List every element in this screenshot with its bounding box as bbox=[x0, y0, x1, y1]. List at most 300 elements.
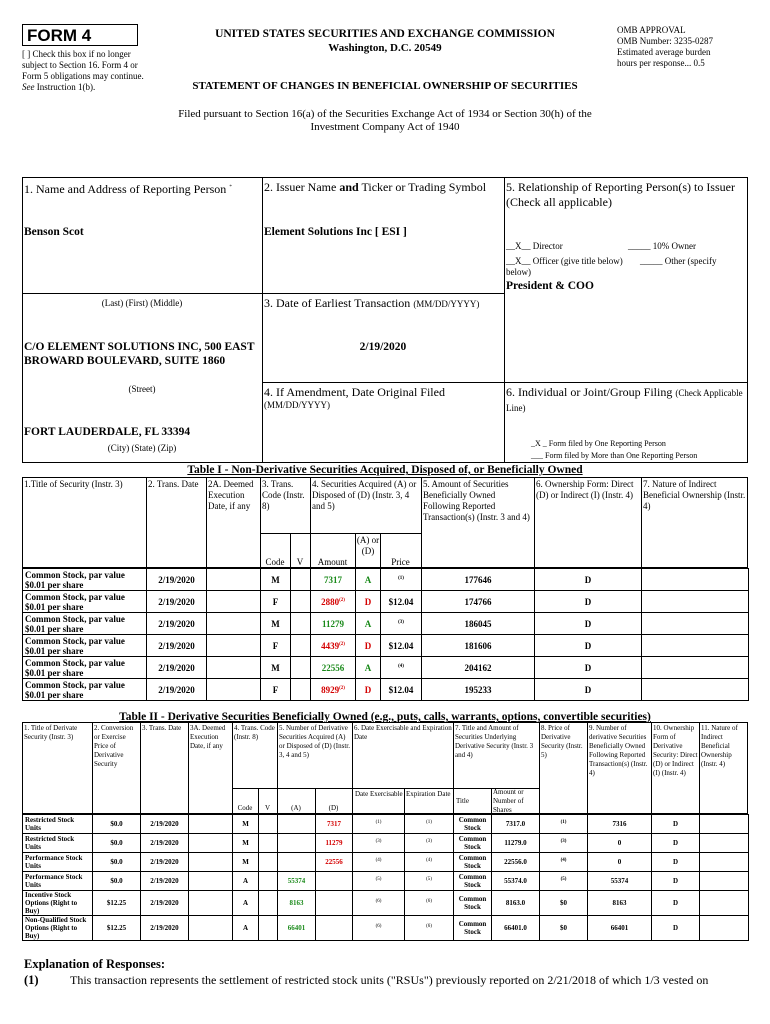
cell-value: 195233 bbox=[464, 684, 492, 695]
box6-label-small: (Check Applicable Line) bbox=[506, 388, 743, 413]
price bbox=[381, 591, 422, 613]
cell-value: D bbox=[584, 574, 592, 585]
nature-indirect bbox=[700, 834, 749, 853]
date-exercisable bbox=[353, 815, 405, 834]
cell-value: 7317 bbox=[327, 820, 341, 828]
t1-sub-aord: (A) or (D) bbox=[356, 535, 380, 556]
amount-owned bbox=[422, 591, 535, 613]
form-title: FORM 4 bbox=[27, 26, 92, 45]
cell-value: 2880 bbox=[321, 596, 340, 607]
security-title bbox=[23, 635, 147, 657]
statement-title: STATEMENT OF CHANGES IN BENEFICIAL OWNERSHIP OF SECURITIES bbox=[192, 80, 578, 92]
cell-value: A bbox=[364, 618, 372, 629]
trans-code bbox=[261, 613, 291, 635]
date-exercisable bbox=[353, 891, 405, 916]
box3-label-text: 3. Date of Earliest Transaction bbox=[264, 296, 411, 310]
disposed bbox=[316, 916, 353, 941]
deemed-date bbox=[207, 679, 261, 701]
ownership-form bbox=[652, 853, 700, 872]
trans-code bbox=[233, 872, 259, 891]
cell-value: 22556 bbox=[325, 858, 343, 866]
cell-value: D bbox=[584, 596, 592, 607]
nature-indirect bbox=[700, 815, 749, 834]
checkbox-instr: Instruction 1(b). bbox=[36, 82, 96, 92]
cell-value: (5) bbox=[426, 876, 432, 882]
trans-date bbox=[141, 815, 189, 834]
commission-title: UNITED STATES SECURITIES AND EXCHANGE COMMISSION bbox=[215, 28, 555, 40]
rel-officer: __X__ Officer (give title below) bbox=[506, 256, 623, 266]
cell-value: 22556.0 bbox=[504, 858, 527, 866]
omb-line-3: Estimated average burden bbox=[617, 47, 711, 57]
underlying-amount bbox=[492, 853, 540, 872]
cell-value: (3) bbox=[375, 838, 382, 844]
nature-indirect bbox=[642, 635, 749, 657]
cell-value: D bbox=[672, 924, 679, 932]
cell-value: 7317 bbox=[324, 574, 342, 585]
deemed-date bbox=[189, 815, 233, 834]
cell-value: Restricted Stock Units bbox=[25, 816, 75, 832]
t2-h9: 9. Number of derivative Securities Beneficially Owned Following Reported Transaction(s) (Instr. 4) bbox=[589, 724, 648, 777]
underlying-title bbox=[454, 891, 492, 916]
cell-value: (5) bbox=[375, 876, 382, 882]
derivative-title bbox=[23, 916, 93, 941]
cell-value: (1) bbox=[560, 819, 567, 825]
box1-label-text: 1. Name and Address of Reporting Person bbox=[24, 182, 227, 196]
box6-label-text: 6. Individual or Joint/Group Filing bbox=[506, 385, 673, 399]
trans-date bbox=[147, 679, 207, 701]
filed-by-one: _X _ Form filed by One Reporting Person bbox=[531, 439, 666, 448]
deemed-date bbox=[189, 916, 233, 941]
cell-value: Common Stock, par value $0.01 per share bbox=[25, 679, 125, 700]
trans-date bbox=[147, 591, 207, 613]
derivative-price bbox=[540, 853, 588, 872]
cell-value: (4) bbox=[426, 857, 432, 863]
filed-line-1: Filed pursuant to Section 16(a) of the Securities Exchange Act of 1934 or Section 30(h) of the bbox=[178, 108, 592, 120]
box1-label bbox=[24, 180, 232, 197]
cell-value: M bbox=[271, 574, 280, 585]
t2-sub-v: V bbox=[264, 804, 271, 812]
box1-label-mark: * bbox=[229, 185, 232, 190]
cell-value: Incentive Stock Options (Right to Buy) bbox=[25, 891, 78, 915]
price bbox=[381, 569, 422, 591]
cell-value: 8163 bbox=[289, 899, 304, 907]
trans-v bbox=[291, 635, 311, 657]
derivative-title bbox=[23, 853, 93, 872]
acquired-disposed bbox=[356, 569, 381, 591]
box4-label: 4. If Amendment, Date Original Filed bbox=[264, 385, 445, 399]
cell-value: F bbox=[272, 596, 279, 607]
acquired-disposed bbox=[356, 679, 381, 701]
trans-v bbox=[291, 613, 311, 635]
deemed-date bbox=[207, 591, 261, 613]
t1-h5: 5. Amount of Securities Beneficially Owned Following Reported Transaction(s) (Instr. 3 and 4) bbox=[423, 479, 530, 522]
cell-value: $12.04 bbox=[388, 596, 414, 607]
cell-value: 2/19/2020 bbox=[150, 820, 179, 828]
table2-row bbox=[23, 834, 749, 853]
cell-value: 2/19/2020 bbox=[150, 839, 179, 847]
derivative-price bbox=[540, 891, 588, 916]
derivative-title bbox=[23, 815, 93, 834]
acquired-disposed bbox=[356, 591, 381, 613]
ownership-form bbox=[535, 657, 642, 679]
cell-value: 55374.0 bbox=[504, 877, 527, 885]
derivative-title bbox=[23, 891, 93, 916]
trans-v bbox=[259, 891, 278, 916]
earliest-transaction-date: 2/19/2020 bbox=[359, 341, 407, 353]
security-title bbox=[23, 657, 147, 679]
date-exercisable bbox=[353, 872, 405, 891]
underlying-amount bbox=[492, 815, 540, 834]
explanation-heading: Explanation of Responses: bbox=[24, 957, 165, 971]
cell-value: (2) bbox=[339, 685, 345, 691]
underlying-amount bbox=[492, 872, 540, 891]
trans-date bbox=[141, 891, 189, 916]
cell-value: 2/19/2020 bbox=[158, 640, 195, 651]
expiration-date bbox=[405, 891, 454, 916]
ownership-form bbox=[535, 679, 642, 701]
underlying-amount bbox=[492, 916, 540, 941]
officer-title: President & COO bbox=[506, 280, 594, 292]
box3-label-small: (MM/DD/YYYY) bbox=[413, 299, 480, 309]
nature-indirect bbox=[700, 872, 749, 891]
acquired bbox=[278, 916, 316, 941]
cell-value: $0.0 bbox=[110, 820, 123, 828]
cell-value: Non-Qualified Stock Options (Right to Buy) bbox=[25, 916, 87, 940]
filed-pursuant bbox=[110, 108, 660, 134]
cell-value: Common Stock, par value $0.01 per share bbox=[25, 635, 125, 656]
disposed bbox=[316, 853, 353, 872]
t2-sub-d: (D) bbox=[328, 804, 339, 812]
derivatives-owned bbox=[588, 916, 652, 941]
cell-value: $0.0 bbox=[110, 877, 123, 885]
underlying-title bbox=[454, 853, 492, 872]
cell-value: A bbox=[242, 899, 249, 907]
cell-value: 177646 bbox=[464, 574, 492, 585]
table2-row bbox=[23, 916, 749, 941]
trans-date bbox=[141, 834, 189, 853]
cell-value: (3) bbox=[560, 838, 567, 844]
commission-location: Washington, D.C. 20549 bbox=[328, 42, 442, 54]
deemed-date bbox=[207, 635, 261, 657]
trans-date bbox=[147, 569, 207, 591]
cell-value: 181606 bbox=[464, 640, 492, 651]
deemed-date bbox=[207, 657, 261, 679]
underlying-amount bbox=[492, 891, 540, 916]
cell-value: (4) bbox=[398, 663, 404, 669]
cell-value: (3) bbox=[426, 838, 432, 844]
cell-value: (4) bbox=[375, 857, 382, 863]
t2-h6: 6. Date Exercisable and Expiration Date bbox=[354, 724, 452, 741]
cell-value: A bbox=[242, 924, 249, 932]
cell-value: $12.04 bbox=[388, 684, 414, 695]
cell-value: M bbox=[271, 662, 280, 673]
trans-code bbox=[233, 815, 259, 834]
underlying-title bbox=[454, 916, 492, 941]
ownership-form bbox=[535, 569, 642, 591]
nature-indirect bbox=[642, 679, 749, 701]
t1-h2a: 2A. Deemed Execution Date, if any bbox=[208, 479, 254, 511]
amount-owned bbox=[422, 635, 535, 657]
underlying-title bbox=[454, 834, 492, 853]
reporting-person-name: Benson Scot bbox=[24, 226, 84, 238]
street-hint: (Street) bbox=[128, 384, 156, 394]
t1-sub-amount: Amount bbox=[317, 557, 348, 567]
price bbox=[381, 635, 422, 657]
trans-code bbox=[233, 853, 259, 872]
cell-value: Common Stock, par value $0.01 per share bbox=[25, 591, 125, 612]
date-exercisable bbox=[353, 834, 405, 853]
disposed bbox=[316, 872, 353, 891]
trans-date bbox=[141, 872, 189, 891]
table1-row bbox=[23, 569, 749, 591]
disposed bbox=[316, 891, 353, 916]
t1-sub-code: Code bbox=[265, 557, 285, 567]
derivatives-owned bbox=[588, 834, 652, 853]
ownership-form bbox=[652, 815, 700, 834]
cell-value: 2/19/2020 bbox=[150, 858, 179, 866]
derivative-price bbox=[540, 916, 588, 941]
cell-value: 22556 bbox=[321, 662, 345, 673]
cell-value: 11279 bbox=[325, 839, 343, 847]
derivative-price bbox=[540, 834, 588, 853]
cell-value: D bbox=[584, 640, 592, 651]
t2-h5: 5. Number of Derivative Securities Acquired (A) or Disposed of (D) (Instr. 3, 4 and 5) bbox=[279, 724, 350, 759]
cell-value: 55374 bbox=[287, 877, 306, 885]
derivative-price bbox=[540, 872, 588, 891]
trans-code bbox=[261, 679, 291, 701]
cell-value: 66401 bbox=[610, 924, 629, 932]
cell-value: (6) bbox=[426, 898, 432, 904]
amount bbox=[311, 591, 356, 613]
cell-value: D bbox=[584, 684, 592, 695]
filed-by-more: ___ Form filed by More than One Reporting Person bbox=[531, 451, 698, 460]
trans-v bbox=[259, 853, 278, 872]
t1-h1: 1.Title of Security (Instr. 3) bbox=[24, 479, 123, 489]
cell-value: 174766 bbox=[464, 596, 492, 607]
cell-value: M bbox=[242, 839, 249, 847]
cell-value: 7316 bbox=[612, 820, 627, 828]
checkbox-note-text: [ ] Check this box if no longer subject to Section 16. Form 4 or Form 5 obligations may continue. bbox=[22, 49, 144, 81]
cell-value: 0 bbox=[617, 839, 622, 847]
trans-code bbox=[261, 569, 291, 591]
table1-row bbox=[23, 591, 749, 613]
cell-value: D bbox=[672, 877, 679, 885]
amount bbox=[311, 613, 356, 635]
t1-h6: 6. Ownership Form: Direct (D) or Indirect (I) (Instr. 4) bbox=[536, 479, 634, 500]
derivative-title bbox=[23, 872, 93, 891]
cell-value: (2) bbox=[339, 641, 345, 647]
cell-value: Common Stock bbox=[458, 920, 487, 936]
trans-date bbox=[147, 635, 207, 657]
cell-value: M bbox=[242, 858, 249, 866]
cell-value: Performance Stock Units bbox=[25, 873, 83, 889]
box2-label-b: Ticker or Trading Symbol bbox=[361, 180, 487, 194]
price bbox=[381, 657, 422, 679]
table1-row bbox=[23, 635, 749, 657]
deemed-date bbox=[189, 891, 233, 916]
amount-owned bbox=[422, 657, 535, 679]
cell-value: 2/19/2020 bbox=[158, 684, 195, 695]
cell-value: (1) bbox=[426, 819, 432, 825]
t2-sub-code: Code bbox=[237, 804, 253, 812]
trans-code bbox=[233, 834, 259, 853]
amount bbox=[311, 679, 356, 701]
ownership-form bbox=[535, 613, 642, 635]
cell-value: (1) bbox=[398, 575, 404, 581]
underlying-amount bbox=[492, 834, 540, 853]
trans-code bbox=[261, 657, 291, 679]
deemed-date bbox=[189, 872, 233, 891]
derivative-price bbox=[540, 815, 588, 834]
cell-value: 2/19/2020 bbox=[150, 924, 179, 932]
omb-line-4: hours per response... 0.5 bbox=[617, 58, 705, 68]
trans-code bbox=[233, 916, 259, 941]
cell-value: 186045 bbox=[464, 618, 492, 629]
box2-label-and: and bbox=[339, 180, 359, 194]
t1-h2: 2. Trans. Date bbox=[148, 479, 199, 489]
cell-value: (2) bbox=[339, 597, 345, 603]
cell-value: M bbox=[242, 820, 249, 828]
cell-value: D bbox=[364, 596, 372, 607]
trans-v bbox=[259, 872, 278, 891]
cell-value: Common Stock bbox=[458, 873, 487, 889]
t2-h3: 3. Trans. Date bbox=[142, 724, 182, 732]
t1-sub-v: V bbox=[296, 557, 304, 567]
t2-sub-amount: Amount or Number of Shares bbox=[493, 788, 524, 814]
cell-value: 2/19/2020 bbox=[158, 618, 195, 629]
cell-value: 2/19/2020 bbox=[158, 574, 195, 585]
cell-value: 0 bbox=[617, 858, 622, 866]
t1-sub-price: Price bbox=[391, 557, 410, 567]
conversion-price bbox=[93, 834, 141, 853]
trans-v bbox=[259, 916, 278, 941]
checkbox-note bbox=[22, 49, 148, 93]
cell-value: Common Stock bbox=[458, 835, 487, 851]
trans-v bbox=[291, 591, 311, 613]
cell-value: Restricted Stock Units bbox=[25, 835, 75, 851]
reporting-address: C/O ELEMENT SOLUTIONS INC, 500 EAST BROWARD BOULEVARD, SUITE 1860 bbox=[24, 341, 255, 367]
table2-row bbox=[23, 853, 749, 872]
conversion-price bbox=[93, 872, 141, 891]
footnote-1-text: This transaction represents the settlement of restricted stock units ("RSUs") previously reported on 2/21/2018 of which 1/3 vested on bbox=[70, 973, 709, 987]
cell-value: A bbox=[364, 574, 372, 585]
filed-line-2: Investment Company Act of 1940 bbox=[310, 121, 460, 133]
expiration-date bbox=[405, 853, 454, 872]
cell-value: Common Stock bbox=[458, 816, 487, 832]
t2-h3a: 3A. Deemed Execution Date, if any bbox=[190, 724, 226, 750]
table2-row bbox=[23, 815, 749, 834]
acquired bbox=[278, 891, 316, 916]
reporting-city: FORT LAUDERDALE, FL 33394 bbox=[24, 426, 191, 438]
trans-date bbox=[141, 916, 189, 941]
form-title-box bbox=[22, 24, 138, 46]
t2-h2: 2. Conversion or Exercise Price of Derivative Security bbox=[94, 724, 134, 768]
t1-h4: 4. Securities Acquired (A) or Disposed of (D) (Instr. 3, 4 and 5) bbox=[312, 479, 417, 511]
deemed-date bbox=[189, 853, 233, 872]
trans-code bbox=[233, 891, 259, 916]
city-hint: (City) (State) (Zip) bbox=[107, 443, 177, 453]
acquired bbox=[278, 872, 316, 891]
amount bbox=[311, 569, 356, 591]
table2-body bbox=[22, 814, 749, 941]
cell-value: Common Stock, par value $0.01 per share bbox=[25, 657, 125, 678]
cell-value: D bbox=[584, 618, 592, 629]
ownership-form bbox=[535, 635, 642, 657]
cell-value: D bbox=[672, 839, 679, 847]
table1-row bbox=[23, 657, 749, 679]
cell-value: $0.0 bbox=[110, 858, 123, 866]
date-exercisable bbox=[353, 916, 405, 941]
security-title bbox=[23, 613, 147, 635]
nature-indirect bbox=[642, 613, 749, 635]
box5-label: 5. Relationship of Reporting Person(s) to Issuer (Check all applicable) bbox=[506, 180, 735, 209]
omb-line-1: OMB APPROVAL bbox=[617, 25, 686, 35]
t2-h4: 4. Trans. Code (Instr. 8) bbox=[234, 724, 275, 741]
disposed bbox=[316, 815, 353, 834]
footnote-1-num: (1) bbox=[24, 973, 39, 987]
table2-title: Table II - Derivative Securities Beneficially Owned (e.g., puts, calls, warrants, options, convertible securities) bbox=[119, 711, 651, 723]
nature-indirect bbox=[700, 891, 749, 916]
trans-code bbox=[261, 591, 291, 613]
trans-v bbox=[291, 569, 311, 591]
conversion-price bbox=[93, 891, 141, 916]
cell-value: 2/19/2020 bbox=[150, 877, 179, 885]
nature-indirect bbox=[642, 657, 749, 679]
t1-h3: 3. Trans. Code (Instr. 8) bbox=[262, 479, 305, 511]
box2-label bbox=[264, 180, 486, 195]
cell-value: M bbox=[271, 618, 280, 629]
cell-value: (6) bbox=[375, 898, 382, 904]
t2-sub-expiration: Expiration Date bbox=[406, 790, 451, 798]
box3-label bbox=[264, 296, 479, 311]
t2-sub-a: (A) bbox=[291, 804, 301, 812]
amount-owned bbox=[422, 679, 535, 701]
cell-value: A bbox=[242, 877, 249, 885]
ownership-form bbox=[535, 591, 642, 613]
cell-value: 11279.0 bbox=[504, 839, 527, 847]
conversion-price bbox=[93, 853, 141, 872]
cell-value: 66401 bbox=[287, 924, 306, 932]
cell-value: $12.25 bbox=[106, 899, 127, 907]
cell-value: 66401.0 bbox=[504, 924, 527, 932]
table2-row bbox=[23, 872, 749, 891]
cell-value: (4) bbox=[560, 857, 567, 863]
cell-value: (3) bbox=[398, 619, 404, 625]
amount bbox=[311, 635, 356, 657]
disposed bbox=[316, 834, 353, 853]
security-title bbox=[23, 591, 147, 613]
date-exercisable bbox=[353, 853, 405, 872]
acquired bbox=[278, 853, 316, 872]
cell-value: D bbox=[584, 662, 592, 673]
price bbox=[381, 613, 422, 635]
t2-sub-title: Title bbox=[456, 797, 469, 805]
cell-value: Common Stock, par value $0.01 per share bbox=[25, 569, 125, 590]
box6-label bbox=[506, 385, 746, 415]
omb-approval bbox=[617, 25, 757, 69]
nature-indirect bbox=[642, 569, 749, 591]
cell-value: 8929 bbox=[321, 684, 340, 695]
nature-indirect bbox=[642, 591, 749, 613]
t2-sub-exercisable: Date Exercisable bbox=[355, 790, 403, 798]
acquired-disposed bbox=[356, 635, 381, 657]
cell-value: D bbox=[364, 684, 372, 695]
deemed-date bbox=[207, 613, 261, 635]
rel-other: _____ Other (specify below) bbox=[506, 256, 717, 277]
cell-value: 55374 bbox=[610, 877, 629, 885]
expiration-date bbox=[405, 872, 454, 891]
ownership-form bbox=[652, 916, 700, 941]
